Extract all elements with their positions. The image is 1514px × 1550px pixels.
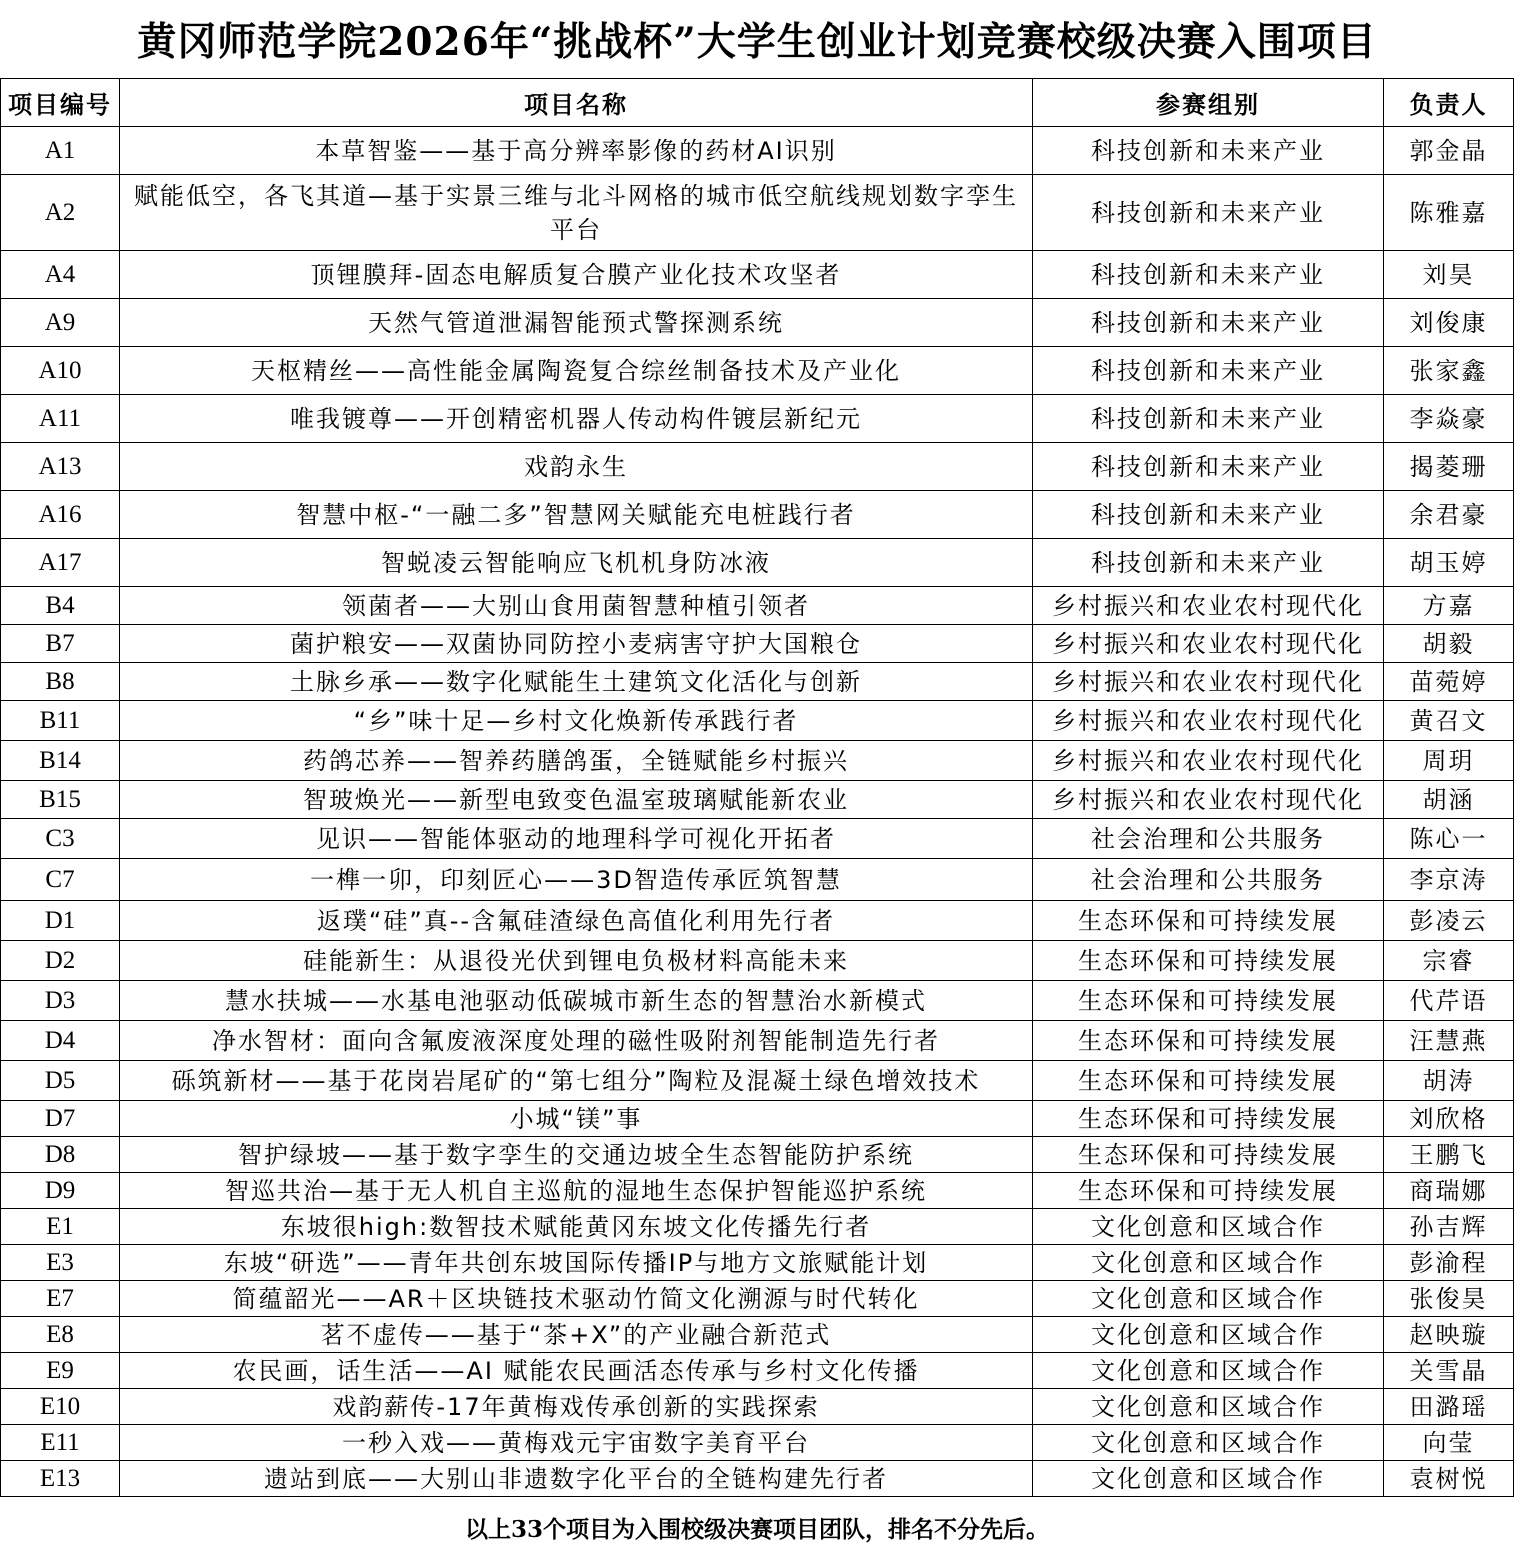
project-name-cell: 遗站到底——大别山非遗数字化平台的全链构建先行者 [120,1461,1033,1497]
leader-cell: 李京涛 [1384,859,1514,901]
leader-cell: 刘欣格 [1384,1101,1514,1137]
project-code-cell: B4 [1,587,120,625]
project-code-cell: B11 [1,701,120,741]
table-row [1,443,1514,491]
project-code-cell: B14 [1,741,120,781]
group-cell: 文化创意和区域合作 [1033,1317,1384,1353]
leader-cell: 张俊昊 [1384,1281,1514,1317]
table-row [1,127,1514,175]
table-row [1,1137,1514,1173]
project-name-cell: 智慧中枢-“一融二多”智慧网关赋能充电桩践行者 [120,491,1033,539]
group-cell: 文化创意和区域合作 [1033,1389,1384,1425]
table-row [1,1461,1514,1497]
group-cell: 文化创意和区域合作 [1033,1281,1384,1317]
project-name-cell: 戏韵永生 [120,443,1033,491]
leader-cell: 商瑞娜 [1384,1173,1514,1209]
project-name-cell: 慧水扶城——水基电池驱动低碳城市新生态的智慧治水新模式 [120,981,1033,1021]
group-cell: 文化创意和区域合作 [1033,1425,1384,1461]
leader-cell: 李焱豪 [1384,395,1514,443]
project-code-cell: D7 [1,1101,120,1137]
leader-cell: 方嘉 [1384,587,1514,625]
project-code-cell: E13 [1,1461,120,1497]
leader-cell: 汪慧燕 [1384,1021,1514,1061]
project-code-cell: A1 [1,127,120,175]
project-code-cell: E11 [1,1425,120,1461]
project-name-cell: 农民画，话生活——AI 赋能农民画活态传承与乡村文化传播 [120,1353,1033,1389]
project-code-cell: A2 [1,175,120,251]
leader-cell: 苗菀婷 [1384,663,1514,701]
table-row [1,491,1514,539]
table-row [1,299,1514,347]
leader-cell: 陈心一 [1384,819,1514,859]
group-cell: 乡村振兴和农业农村现代化 [1033,781,1384,819]
project-code-cell: C3 [1,819,120,859]
group-cell: 乡村振兴和农业农村现代化 [1033,741,1384,781]
leader-cell: 胡毅 [1384,625,1514,663]
project-code-cell: B8 [1,663,120,701]
project-name-cell: 药鸽芯养——智养药膳鸽蛋，全链赋能乡村振兴 [120,741,1033,781]
header-leader: 负责人 [1384,79,1514,127]
table-body [1,127,1514,1497]
leader-cell: 胡玉婷 [1384,539,1514,587]
leader-cell: 周玥 [1384,741,1514,781]
project-name-cell: 智蜕凌云智能响应飞机机身防冰液 [120,539,1033,587]
leader-cell: 余君豪 [1384,491,1514,539]
header-project-code: 项目编号 [1,79,120,127]
table-row [1,347,1514,395]
table-row [1,175,1514,251]
project-code-cell: D5 [1,1061,120,1101]
table-row [1,941,1514,981]
project-name-cell: 净水智材：面向含氟废液深度处理的磁性吸附剂智能制造先行者 [120,1021,1033,1061]
page-title: 黄冈师范学院2026年“挑战杯”大学生创业计划竞赛校级决赛入围项目 [137,19,1377,65]
table-row [1,981,1514,1021]
group-cell: 文化创意和区域合作 [1033,1353,1384,1389]
project-code-cell: B7 [1,625,120,663]
project-name-cell: 智巡共治—基于无人机自主巡航的湿地生态保护智能巡护系统 [120,1173,1033,1209]
table-row [1,625,1514,663]
table-header-row [1,79,1514,127]
table-row [1,1353,1514,1389]
project-code-cell: A9 [1,299,120,347]
group-cell: 社会治理和公共服务 [1033,859,1384,901]
leader-cell: 赵映璇 [1384,1317,1514,1353]
project-name-cell: 一榫一卯，印刻匠心——3D智造传承匠筑智慧 [120,859,1033,901]
group-cell: 生态环保和可持续发展 [1033,1173,1384,1209]
project-name-cell: 砾筑新材——基于花岗岩尾矿的“第七组分”陶粒及混凝土绿色增效技术 [120,1061,1033,1101]
leader-cell: 向莹 [1384,1425,1514,1461]
leader-cell: 孙吉辉 [1384,1209,1514,1245]
group-cell: 生态环保和可持续发展 [1033,1101,1384,1137]
table-row [1,901,1514,941]
table-row [1,395,1514,443]
leader-cell: 彭渝程 [1384,1245,1514,1281]
project-code-cell: E3 [1,1245,120,1281]
table-row [1,1061,1514,1101]
group-cell: 科技创新和未来产业 [1033,175,1384,251]
group-cell: 文化创意和区域合作 [1033,1245,1384,1281]
table-row [1,781,1514,819]
table-row [1,587,1514,625]
leader-cell: 陈雅嘉 [1384,175,1514,251]
footer-note: 以上33个项目为入围校级决赛项目团队，排名不分先后。 [464,1516,1049,1543]
table-row [1,1021,1514,1061]
leader-cell: 代芹语 [1384,981,1514,1021]
group-cell: 生态环保和可持续发展 [1033,981,1384,1021]
leader-cell: 王鹏飞 [1384,1137,1514,1173]
group-cell: 生态环保和可持续发展 [1033,1021,1384,1061]
project-code-cell: A11 [1,395,120,443]
group-cell: 科技创新和未来产业 [1033,299,1384,347]
group-cell: 乡村振兴和农业农村现代化 [1033,587,1384,625]
project-name-cell: 返璞“硅”真--含氟硅渣绿色高值化利用先行者 [120,901,1033,941]
table-row [1,1389,1514,1425]
group-cell: 科技创新和未来产业 [1033,539,1384,587]
project-name-cell: 智护绿坡——基于数字孪生的交通边坡全生态智能防护系统 [120,1137,1033,1173]
table-row [1,663,1514,701]
group-cell: 科技创新和未来产业 [1033,491,1384,539]
project-name-cell: 戏韵薪传-17年黄梅戏传承创新的实践探索 [120,1389,1033,1425]
table-row [1,539,1514,587]
group-cell: 科技创新和未来产业 [1033,395,1384,443]
project-code-cell: A16 [1,491,120,539]
leader-cell: 胡涛 [1384,1061,1514,1101]
project-name-cell: 东坡“研选”——青年共创东坡国际传播IP与地方文旅赋能计划 [120,1245,1033,1281]
group-cell: 生态环保和可持续发展 [1033,901,1384,941]
table-row [1,1425,1514,1461]
project-name-cell: 智玻焕光——新型电致变色温室玻璃赋能新农业 [120,781,1033,819]
table-row [1,1245,1514,1281]
project-name-cell: 本草智鉴——基于高分辨率影像的药材AI识别 [120,127,1033,175]
group-cell: 生态环保和可持续发展 [1033,1061,1384,1101]
project-code-cell: E10 [1,1389,120,1425]
project-code-cell: D8 [1,1137,120,1173]
group-cell: 生态环保和可持续发展 [1033,1137,1384,1173]
leader-cell: 张家鑫 [1384,347,1514,395]
table-row [1,1317,1514,1353]
leader-cell: 揭菱珊 [1384,443,1514,491]
leader-cell: 刘昊 [1384,251,1514,299]
group-cell: 文化创意和区域合作 [1033,1461,1384,1497]
group-cell: 科技创新和未来产业 [1033,251,1384,299]
project-code-cell: E1 [1,1209,120,1245]
project-code-cell: C7 [1,859,120,901]
project-name-cell: 唯我镀尊——开创精密机器人传动构件镀层新纪元 [120,395,1033,443]
project-code-cell: A17 [1,539,120,587]
table-row [1,701,1514,741]
leader-cell: 关雪晶 [1384,1353,1514,1389]
project-name-cell: “乡”味十足—乡村文化焕新传承践行者 [120,701,1033,741]
leader-cell: 胡涵 [1384,781,1514,819]
table-row [1,1209,1514,1245]
project-name-cell: 天枢精丝——高性能金属陶瓷复合综丝制备技术及产业化 [120,347,1033,395]
project-name-cell: 小城“镁”事 [120,1101,1033,1137]
finalist-table [0,78,1514,1497]
table-row [1,741,1514,781]
project-name-cell: 赋能低空，各飞其道—基于实景三维与北斗网格的城市低空航线规划数字孪生平台 [120,175,1033,251]
group-cell: 科技创新和未来产业 [1033,127,1384,175]
project-code-cell: A10 [1,347,120,395]
header-group: 参赛组别 [1033,79,1384,127]
project-name-cell: 顶锂膜拜-固态电解质复合膜产业化技术攻坚者 [120,251,1033,299]
group-cell: 乡村振兴和农业农村现代化 [1033,625,1384,663]
leader-cell: 田潞瑶 [1384,1389,1514,1425]
project-code-cell: D3 [1,981,120,1021]
project-code-cell: B15 [1,781,120,819]
project-code-cell: A4 [1,251,120,299]
leader-cell: 郭金晶 [1384,127,1514,175]
leader-cell: 黄召文 [1384,701,1514,741]
project-name-cell: 土脉乡承——数字化赋能生土建筑文化活化与创新 [120,663,1033,701]
project-code-cell: E8 [1,1317,120,1353]
group-cell: 乡村振兴和农业农村现代化 [1033,663,1384,701]
group-cell: 科技创新和未来产业 [1033,443,1384,491]
project-name-cell: 菌护粮安——双菌协同防控小麦病害守护大国粮仓 [120,625,1033,663]
project-code-cell: D1 [1,901,120,941]
group-cell: 科技创新和未来产业 [1033,347,1384,395]
project-code-cell: E9 [1,1353,120,1389]
table-row [1,1281,1514,1317]
project-code-cell: D9 [1,1173,120,1209]
table-row [1,859,1514,901]
header-project-name: 项目名称 [120,79,1033,127]
project-code-cell: E7 [1,1281,120,1317]
table-row [1,1101,1514,1137]
project-name-cell: 茗不虚传——基于“茶+X”的产业融合新范式 [120,1317,1033,1353]
group-cell: 乡村振兴和农业农村现代化 [1033,701,1384,741]
project-name-cell: 一秒入戏——黄梅戏元宇宙数字美育平台 [120,1425,1033,1461]
leader-cell: 彭凌云 [1384,901,1514,941]
group-cell: 社会治理和公共服务 [1033,819,1384,859]
table-row [1,1173,1514,1209]
project-name-cell: 简蕴韶光——AR＋区块链技术驱动竹简文化溯源与时代转化 [120,1281,1033,1317]
group-cell: 生态环保和可持续发展 [1033,941,1384,981]
leader-cell: 袁树悦 [1384,1461,1514,1497]
group-cell: 文化创意和区域合作 [1033,1209,1384,1245]
table-row [1,819,1514,859]
project-code-cell: D2 [1,941,120,981]
table-row [1,251,1514,299]
project-name-cell: 见识——智能体驱动的地理科学可视化开拓者 [120,819,1033,859]
project-name-cell: 硅能新生：从退役光伏到锂电负极材料高能未来 [120,941,1033,981]
project-code-cell: A13 [1,443,120,491]
project-name-cell: 东坡很high:数智技术赋能黄冈东坡文化传播先行者 [120,1209,1033,1245]
project-name-cell: 天然气管道泄漏智能预式警探测系统 [120,299,1033,347]
project-code-cell: D4 [1,1021,120,1061]
project-name-cell: 领菌者——大别山食用菌智慧种植引领者 [120,587,1033,625]
leader-cell: 刘俊康 [1384,299,1514,347]
leader-cell: 宗睿 [1384,941,1514,981]
